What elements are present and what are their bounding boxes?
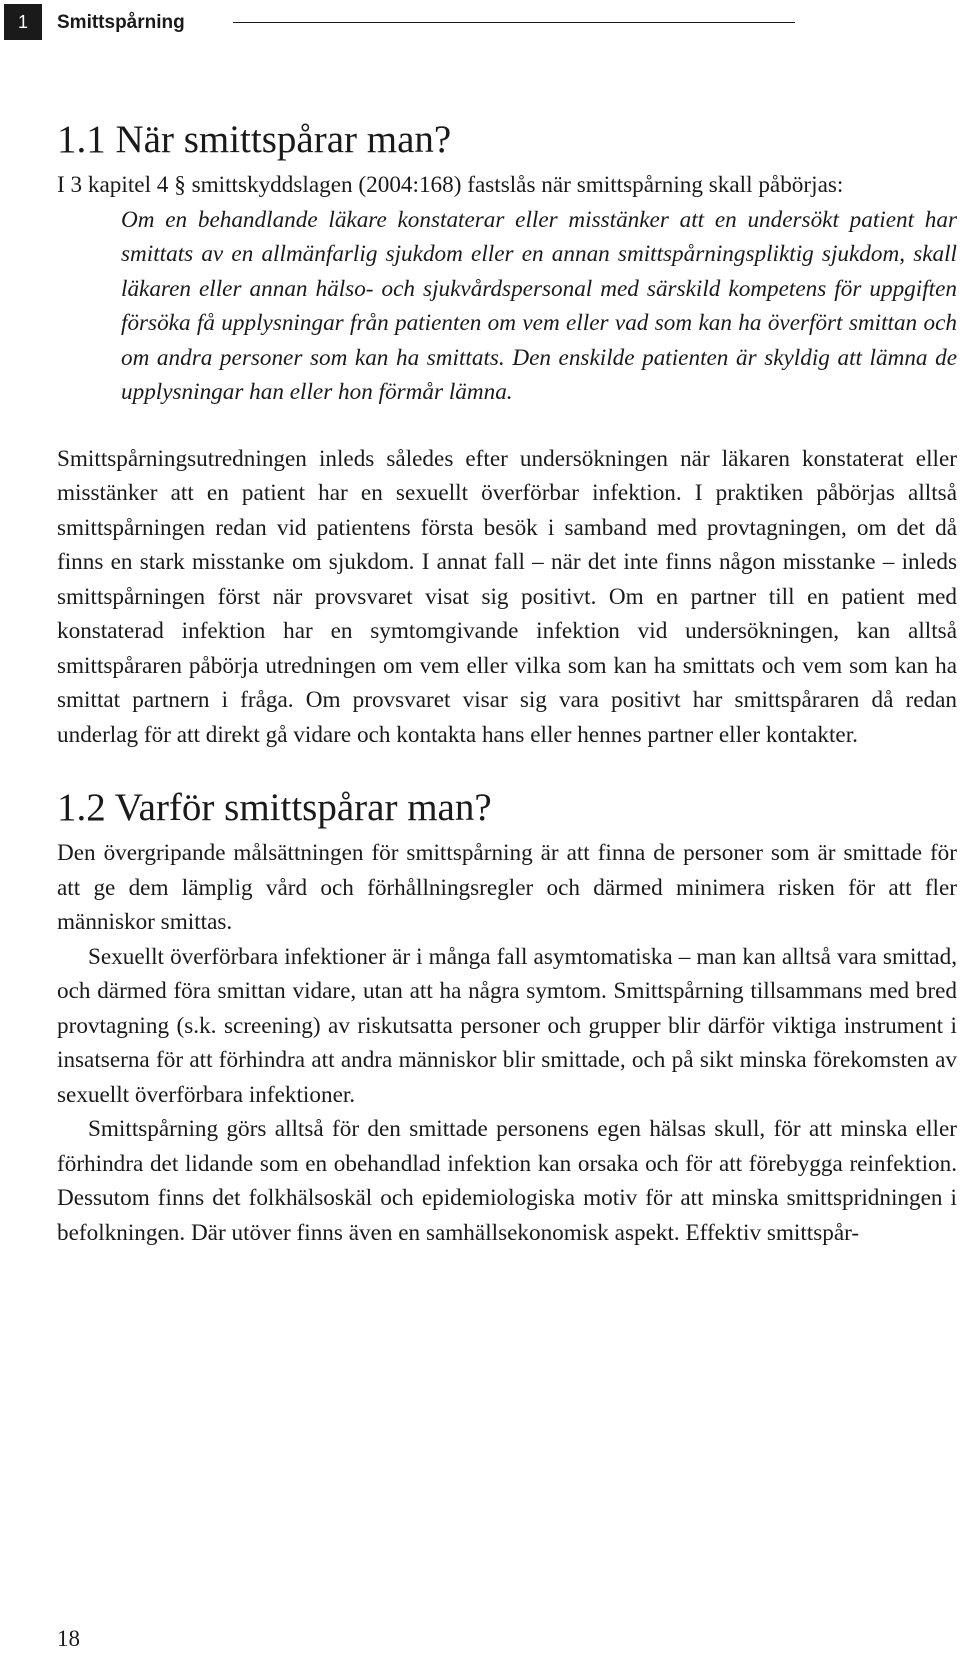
page-content [57,118,957,1250]
body-paragraph-1-2-c: Smittspårning görs alltså för den smittade personens egen hälsas skull, för att minska eller förhindra det lidande som en obehandlad infektion kan orsaka och för att förebygga reinfektion. Dessutom finns det folkhälsoskäl och epidemiologiska motiv för att minska smittspridningen i befolkningen. Där utöver finns även en samhällsekonomisk aspekt. Effektiv smittspår- [57,1116,957,1246]
section-heading-1-1: 1.1 När smittspårar man? [57,118,452,161]
header-rule [233,22,795,23]
intro-paragraph: I 3 kapitel 4 § smittskyddslagen (2004:168) fastslås när smittspårning skall påbörjas: [57,172,844,198]
body-paragraph-1-2-a: Den övergripande målsättningen för smittspårning är att finna de personer som är smittade för att ge dem lämplig vård och förhållningsregler och därmed minimera risken för att fler människor smittas. [57,840,957,935]
body-paragraph-1-1: Smittspårningsutredningen inleds således efter undersökningen när läkaren konstaterat eller misstänker att en patient har en sexuellt överförbar infektion. I praktiken påbörjas alltså smittspårningen redan vid patientens första besök i samband med provtagningen, om det då finns en stark misstanke om sjukdom. I annat fall – när det inte finns någon misstanke – inleds smittspårningen först när provsvaret visat sig positivt. Om en partner till en patient med konstaterad infektion har en symtomgivande infektion vid undersökningen, kan alltså smittspåraren påbörja utredningen om vem eller vilka som kan ha smittats och vem som kan ha smittat partnern i fråga. Om provsvaret visar sig vara positivt har smittspåraren då redan underlag för att direkt gå vidare och kontakta hans eller hennes partner eller kontakter. [57,445,957,748]
page-number: 18 [57,1626,80,1651]
law-quote: Om en behandlande läkare konstaterar eller misstänker att en undersökt patient har smittats av en allmänfarlig sjukdom eller en annan smittspårningspliktig sjukdom, skall läkaren eller annan hälso- och sjukvårdspersonal med särskild kompetens för uppgiften försöka få upplysningar från patienten om vem eller vad som kan ha överfört smittan och om andra personer som kan ha smittats. Den enskilde patienten är skyldig att lämna de upplysningar han eller hon förmår lämna. [121,206,957,405]
chapter-title: Smittspårning [57,12,185,33]
chapter-number-badge: 1 [4,4,42,40]
body-paragraph-1-2-b: Sexuellt överförbara infektioner är i många fall asymtomatiska – man kan alltså vara smittad, och därmed föra smittan vidare, utan att ha några symtom. Smittspårning tillsammans med bred provtagning (s.k. screening) av riskutsatta personer och grupper blir därför viktiga instrument i insatserna för att förhindra att andra människor blir smittade, och på sikt minska förekomsten av sexuellt överförbara infektioner. [57,943,957,1108]
section-heading-1-2: 1.2 Varför smittspårar man? [57,786,492,829]
running-header [0,0,960,46]
